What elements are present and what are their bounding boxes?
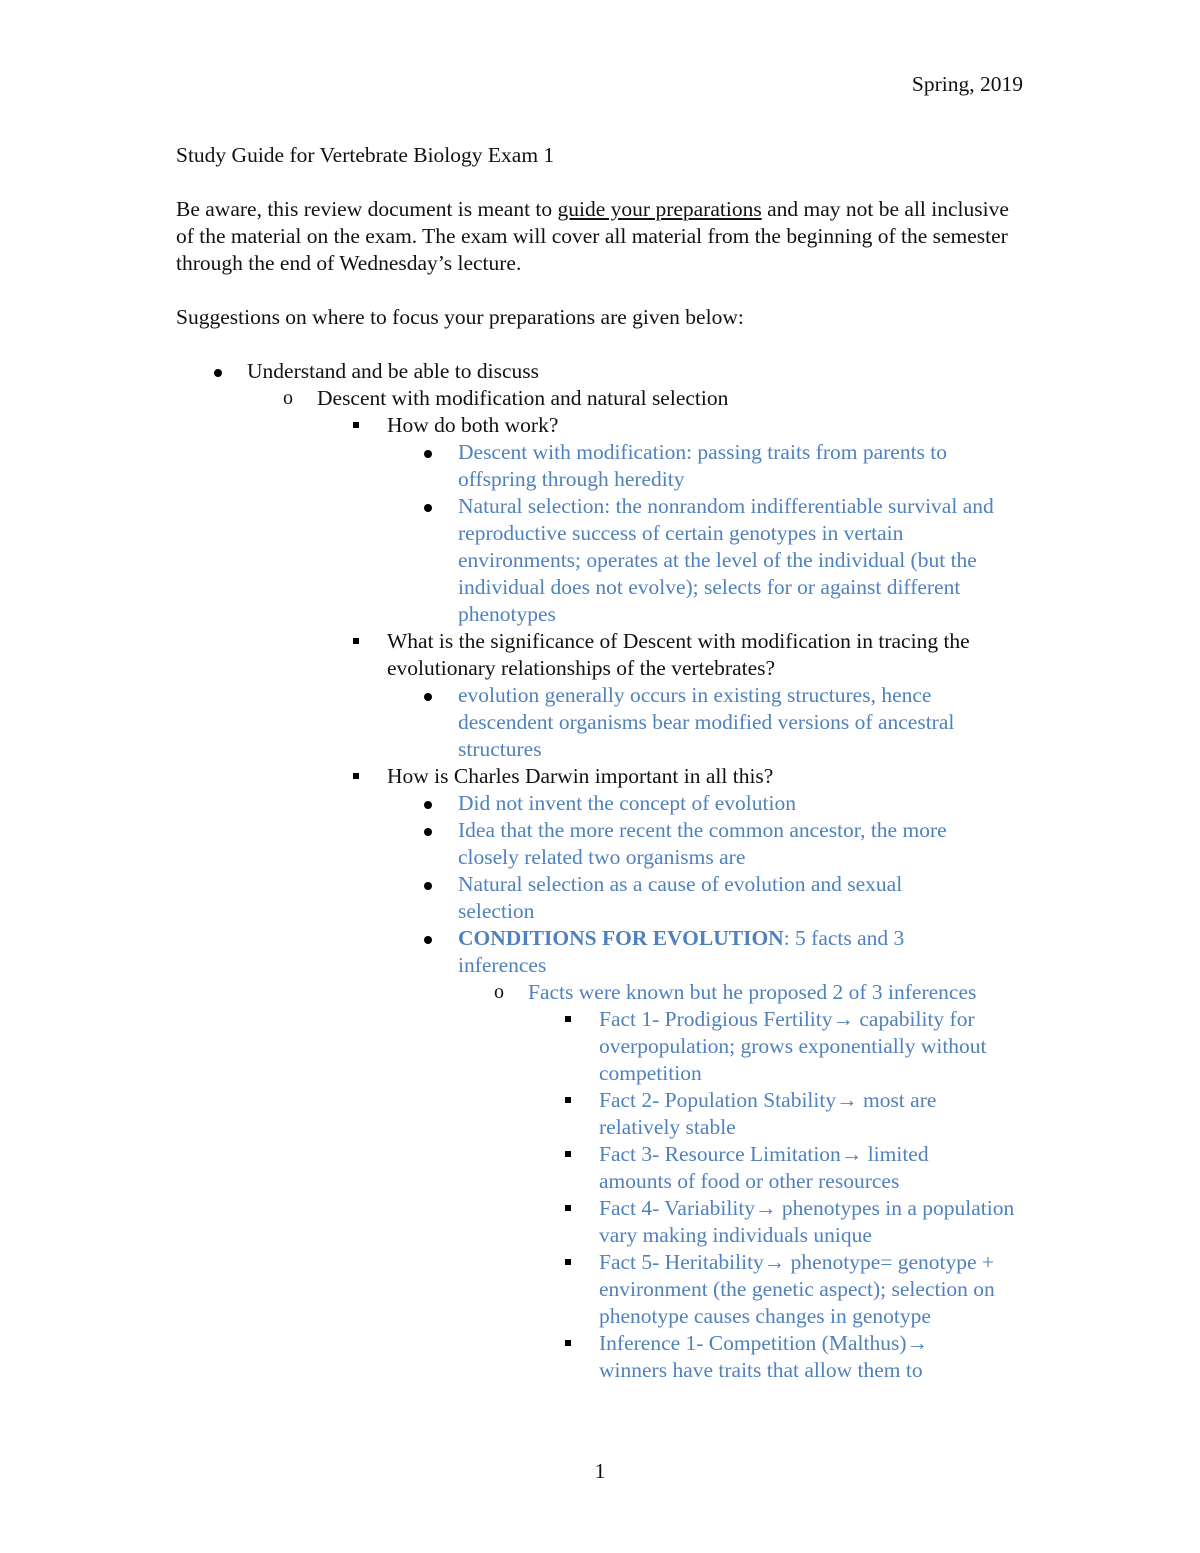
bullet-square-icon	[353, 638, 359, 644]
outline	[0, 358, 1026, 1384]
answer-1a-text: Descent with modification: passing traits from parents to offspring through heredity	[458, 440, 948, 491]
fact-item	[0, 1141, 999, 1195]
fact-text: most are relatively stable	[599, 1088, 937, 1139]
arrow-right-icon: →	[763, 1250, 786, 1274]
header-date: Spring, 2019	[911, 72, 1023, 96]
question-1-text: How do both work?	[387, 413, 559, 437]
intro-text-after: and may not be all inclusive of the material on the exam. The exam will cover all material from the beginning of the semester through the end of Wednesday’s lecture.	[176, 197, 1009, 275]
fact-text: winners have traits that allow them to	[599, 1358, 923, 1382]
bullet-dot-icon	[424, 882, 432, 890]
question-2-text: What is the significance of Descent with modification in tracing the evolutionary relationships of the vertebrates?	[387, 629, 970, 680]
outline-l2-text: Descent with modification and natural selection	[317, 386, 729, 410]
bullet-dot-icon	[424, 693, 432, 701]
bullet-circle-icon: o	[494, 981, 504, 1003]
bullet-square-icon	[565, 1259, 571, 1265]
arrow-right-icon: →	[840, 1142, 863, 1166]
fact-label: Fact 5- Heritability	[599, 1250, 764, 1274]
fact-item	[0, 1195, 1019, 1249]
fact-label: Inference 1- Competition (Malthus)	[599, 1331, 907, 1355]
fact-label: Fact 4- Variability	[599, 1196, 756, 1220]
answer-3b-text: Idea that the more recent the common ancestor, the more closely related two organisms are	[458, 818, 947, 869]
answer-3a-text: Did not invent the concept of evolution	[458, 791, 796, 815]
bullet-dot-icon	[424, 801, 432, 809]
answer-2a-text: evolution generally occurs in existing structures, hence descendent organisms bear modified versions of ancestral structures	[458, 683, 955, 761]
arrow-right-icon: →	[755, 1196, 777, 1220]
facts-intro	[0, 979, 1028, 1006]
arrow-right-icon: →	[906, 1331, 928, 1355]
question-1	[0, 412, 1007, 439]
answer-2a	[0, 682, 1008, 763]
fact-item	[0, 1249, 1029, 1330]
answer-3d	[0, 925, 968, 979]
bullet-square-icon	[353, 422, 359, 428]
bullet-dot-icon	[214, 369, 222, 377]
outline-level1	[0, 358, 1026, 385]
question-2	[0, 628, 1007, 682]
fact-text: phenotypes in a population vary making individuals unique	[599, 1196, 1015, 1247]
answer-3b	[0, 817, 1008, 871]
page-number: 1	[594, 1459, 606, 1483]
bullet-circle-icon: o	[283, 387, 293, 409]
fact-text: phenotype= genotype + environment (the genetic aspect); selection on phenotype causes changes in genotype	[599, 1250, 995, 1328]
intro-paragraph	[176, 196, 1026, 277]
bullet-square-icon	[565, 1016, 571, 1022]
fact-text: capability for overpopulation; grows exponentially without competition	[599, 1007, 987, 1085]
document-body	[176, 142, 1026, 1384]
outline-l1-text: Understand and be able to discuss	[247, 359, 539, 383]
question-3	[0, 763, 1007, 790]
bullet-dot-icon	[424, 504, 432, 512]
answer-3c-text: Natural selection as a cause of evolution and sexual selection	[458, 872, 903, 923]
fact-label: Fact 3- Resource Limitation	[599, 1142, 841, 1166]
fact-text: limited amounts of food or other resources	[599, 1142, 929, 1193]
answer-1b	[0, 493, 1008, 628]
conditions-rest: : 5 facts and 3 inferences	[458, 926, 905, 977]
fact-item	[0, 1330, 969, 1384]
outline-level2	[0, 385, 1026, 412]
answer-3a	[0, 790, 1008, 817]
bullet-square-icon	[565, 1205, 571, 1211]
bullet-square-icon	[353, 773, 359, 779]
intro-underlined-text: guide your preparations	[557, 197, 762, 221]
fact-item	[0, 1006, 1029, 1087]
question-3-text: How is Charles Darwin important in all this?	[387, 764, 774, 788]
fact-label: Fact 1- Prodigious Fertility	[599, 1007, 833, 1031]
conditions-heading: CONDITIONS FOR EVOLUTION	[458, 926, 784, 950]
bullet-dot-icon	[424, 936, 432, 944]
bullet-dot-icon	[424, 828, 432, 836]
fact-label: Fact 2- Population Stability	[599, 1088, 837, 1112]
bullet-dot-icon	[424, 450, 432, 458]
answer-1a	[0, 439, 1008, 493]
arrow-right-icon: →	[836, 1088, 858, 1112]
suggestions-line: Suggestions on where to focus your preparations are given below:	[176, 305, 744, 329]
bullet-square-icon	[565, 1340, 571, 1346]
intro-text-before: Be aware, this review document is meant to	[176, 197, 558, 221]
answer-1b-text: Natural selection: the nonrandom indifferentiable survival and reproductive success of certain genotypes in vertain environments; operates at the level of the individual (but the individual does not evolve); selects for or against different phenotypes	[458, 494, 994, 626]
fact-item	[0, 1087, 999, 1141]
bullet-square-icon	[565, 1097, 571, 1103]
arrow-right-icon: →	[832, 1007, 855, 1031]
facts-intro-text: Facts were known but he proposed 2 of 3 inferences	[528, 980, 977, 1004]
answer-3c	[0, 871, 968, 925]
page-title: Study Guide for Vertebrate Biology Exam 1	[176, 143, 555, 167]
bullet-square-icon	[565, 1151, 571, 1157]
